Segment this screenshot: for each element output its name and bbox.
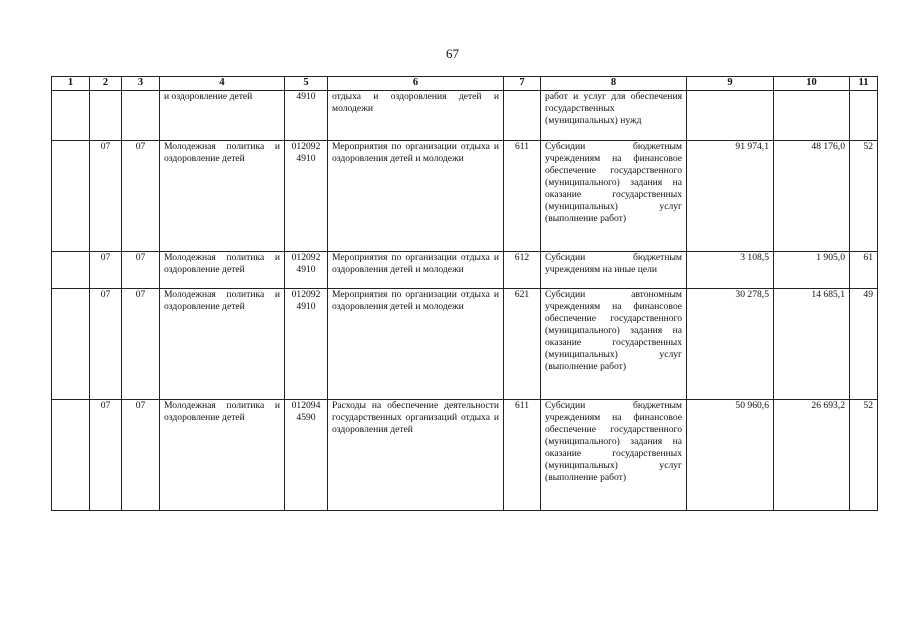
target-code-cell: 012092 4910 [285,141,328,252]
amount-cell: 30 278,5 [687,289,774,400]
expense-type-name-cell: Субсидии бюджетным учреждениям на финансовое обеспечение государственного (муниципального) задания на оказание государственных (муниципальных) услуг (выполнение работ) [541,400,687,511]
target-code-cell: 012092 4910 [285,289,328,400]
expense-type-name-cell: Субсидии бюджетным учреждениям на финансовое обеспечение государственного (муниципального) задания на оказание государственных (муниципальных) услуг (выполнение работ) [541,141,687,252]
subsection-name-cell: Молодежная политика и оздоровление детей [160,141,285,252]
executed-amount-cell: 26 693,2 [774,400,850,511]
subsection-name-cell: Молодежная политика и оздоровление детей [160,400,285,511]
target-name-cell: Мероприятия по организации отдыха и оздоровления детей и молодежи [328,289,504,400]
section-code-cell: 07 [90,289,122,400]
expense-type-code-cell: 611 [504,400,541,511]
percent-cell: 61 [850,252,878,289]
executed-amount-cell: 14 685,1 [774,289,850,400]
header-cell: 2 [90,77,122,91]
target-name-cell: отдыха и оздоровления детей и молодежи [328,91,504,141]
header-cell: 1 [52,77,90,91]
target-code-cell: 012094 4590 [285,400,328,511]
page-number: 67 [446,46,459,61]
header-cell: 4 [160,77,285,91]
table-row [52,91,878,141]
executed-amount-cell: 1 905,0 [774,252,850,289]
expense-type-code-cell: 612 [504,252,541,289]
expense-type-code-cell: 621 [504,289,541,400]
row-number-cell [52,289,90,400]
row-number-cell [52,141,90,252]
percent-cell [850,91,878,141]
subsection-name-cell: Молодежная политика и оздоровление детей [160,289,285,400]
expense-type-name-cell: Субсидии бюджетным учреждениям на иные цели [541,252,687,289]
amount-cell [687,91,774,141]
subsection-code-cell: 07 [122,252,160,289]
subsection-code-cell: 07 [122,141,160,252]
table-row [52,252,878,289]
percent-cell: 49 [850,289,878,400]
percent-cell: 52 [850,400,878,511]
target-name-cell: Мероприятия по организации отдыха и оздоровления детей и молодежи [328,252,504,289]
target-name-cell: Мероприятия по организации отдыха и оздоровления детей и молодежи [328,141,504,252]
expense-type-name-cell: работ и услуг для обеспечения государственных (муниципальных) нужд [541,91,687,141]
header-cell: 9 [687,77,774,91]
amount-cell: 91 974,1 [687,141,774,252]
header-cell: 6 [328,77,504,91]
budget-table [51,76,878,511]
subsection-code-cell: 07 [122,400,160,511]
table-row [52,400,878,511]
section-code-cell: 07 [90,400,122,511]
header-cell: 3 [122,77,160,91]
subsection-name-cell: Молодежная политика и оздоровление детей [160,252,285,289]
row-number-cell [52,252,90,289]
subsection-code-cell [122,91,160,141]
section-code-cell: 07 [90,141,122,252]
section-code-cell [90,91,122,141]
amount-cell: 3 108,5 [687,252,774,289]
header-cell: 10 [774,77,850,91]
header-cell: 7 [504,77,541,91]
header-cell: 11 [850,77,878,91]
header-row [52,77,878,91]
executed-amount-cell [774,91,850,141]
section-code-cell: 07 [90,252,122,289]
percent-cell: 52 [850,141,878,252]
target-code-cell: 4910 [285,91,328,141]
subsection-code-cell: 07 [122,289,160,400]
header-cell: 8 [541,77,687,91]
expense-type-code-cell: 611 [504,141,541,252]
expense-type-code-cell [504,91,541,141]
executed-amount-cell: 48 176,0 [774,141,850,252]
expense-type-name-cell: Субсидии автономным учреждениям на финансовое обеспечение государственного (муниципального) задания на оказание государственных (муниципальных) услуг (выполнение работ) [541,289,687,400]
subsection-name-cell: и оздоровление детей [160,91,285,141]
table-row [52,141,878,252]
row-number-cell [52,400,90,511]
amount-cell: 50 960,6 [687,400,774,511]
row-number-cell [52,91,90,141]
target-name-cell: Расходы на обеспечение деятельности государственных организаций отдыха и оздоровления детей [328,400,504,511]
header-cell: 5 [285,77,328,91]
table-row [52,289,878,400]
target-code-cell: 012092 4910 [285,252,328,289]
